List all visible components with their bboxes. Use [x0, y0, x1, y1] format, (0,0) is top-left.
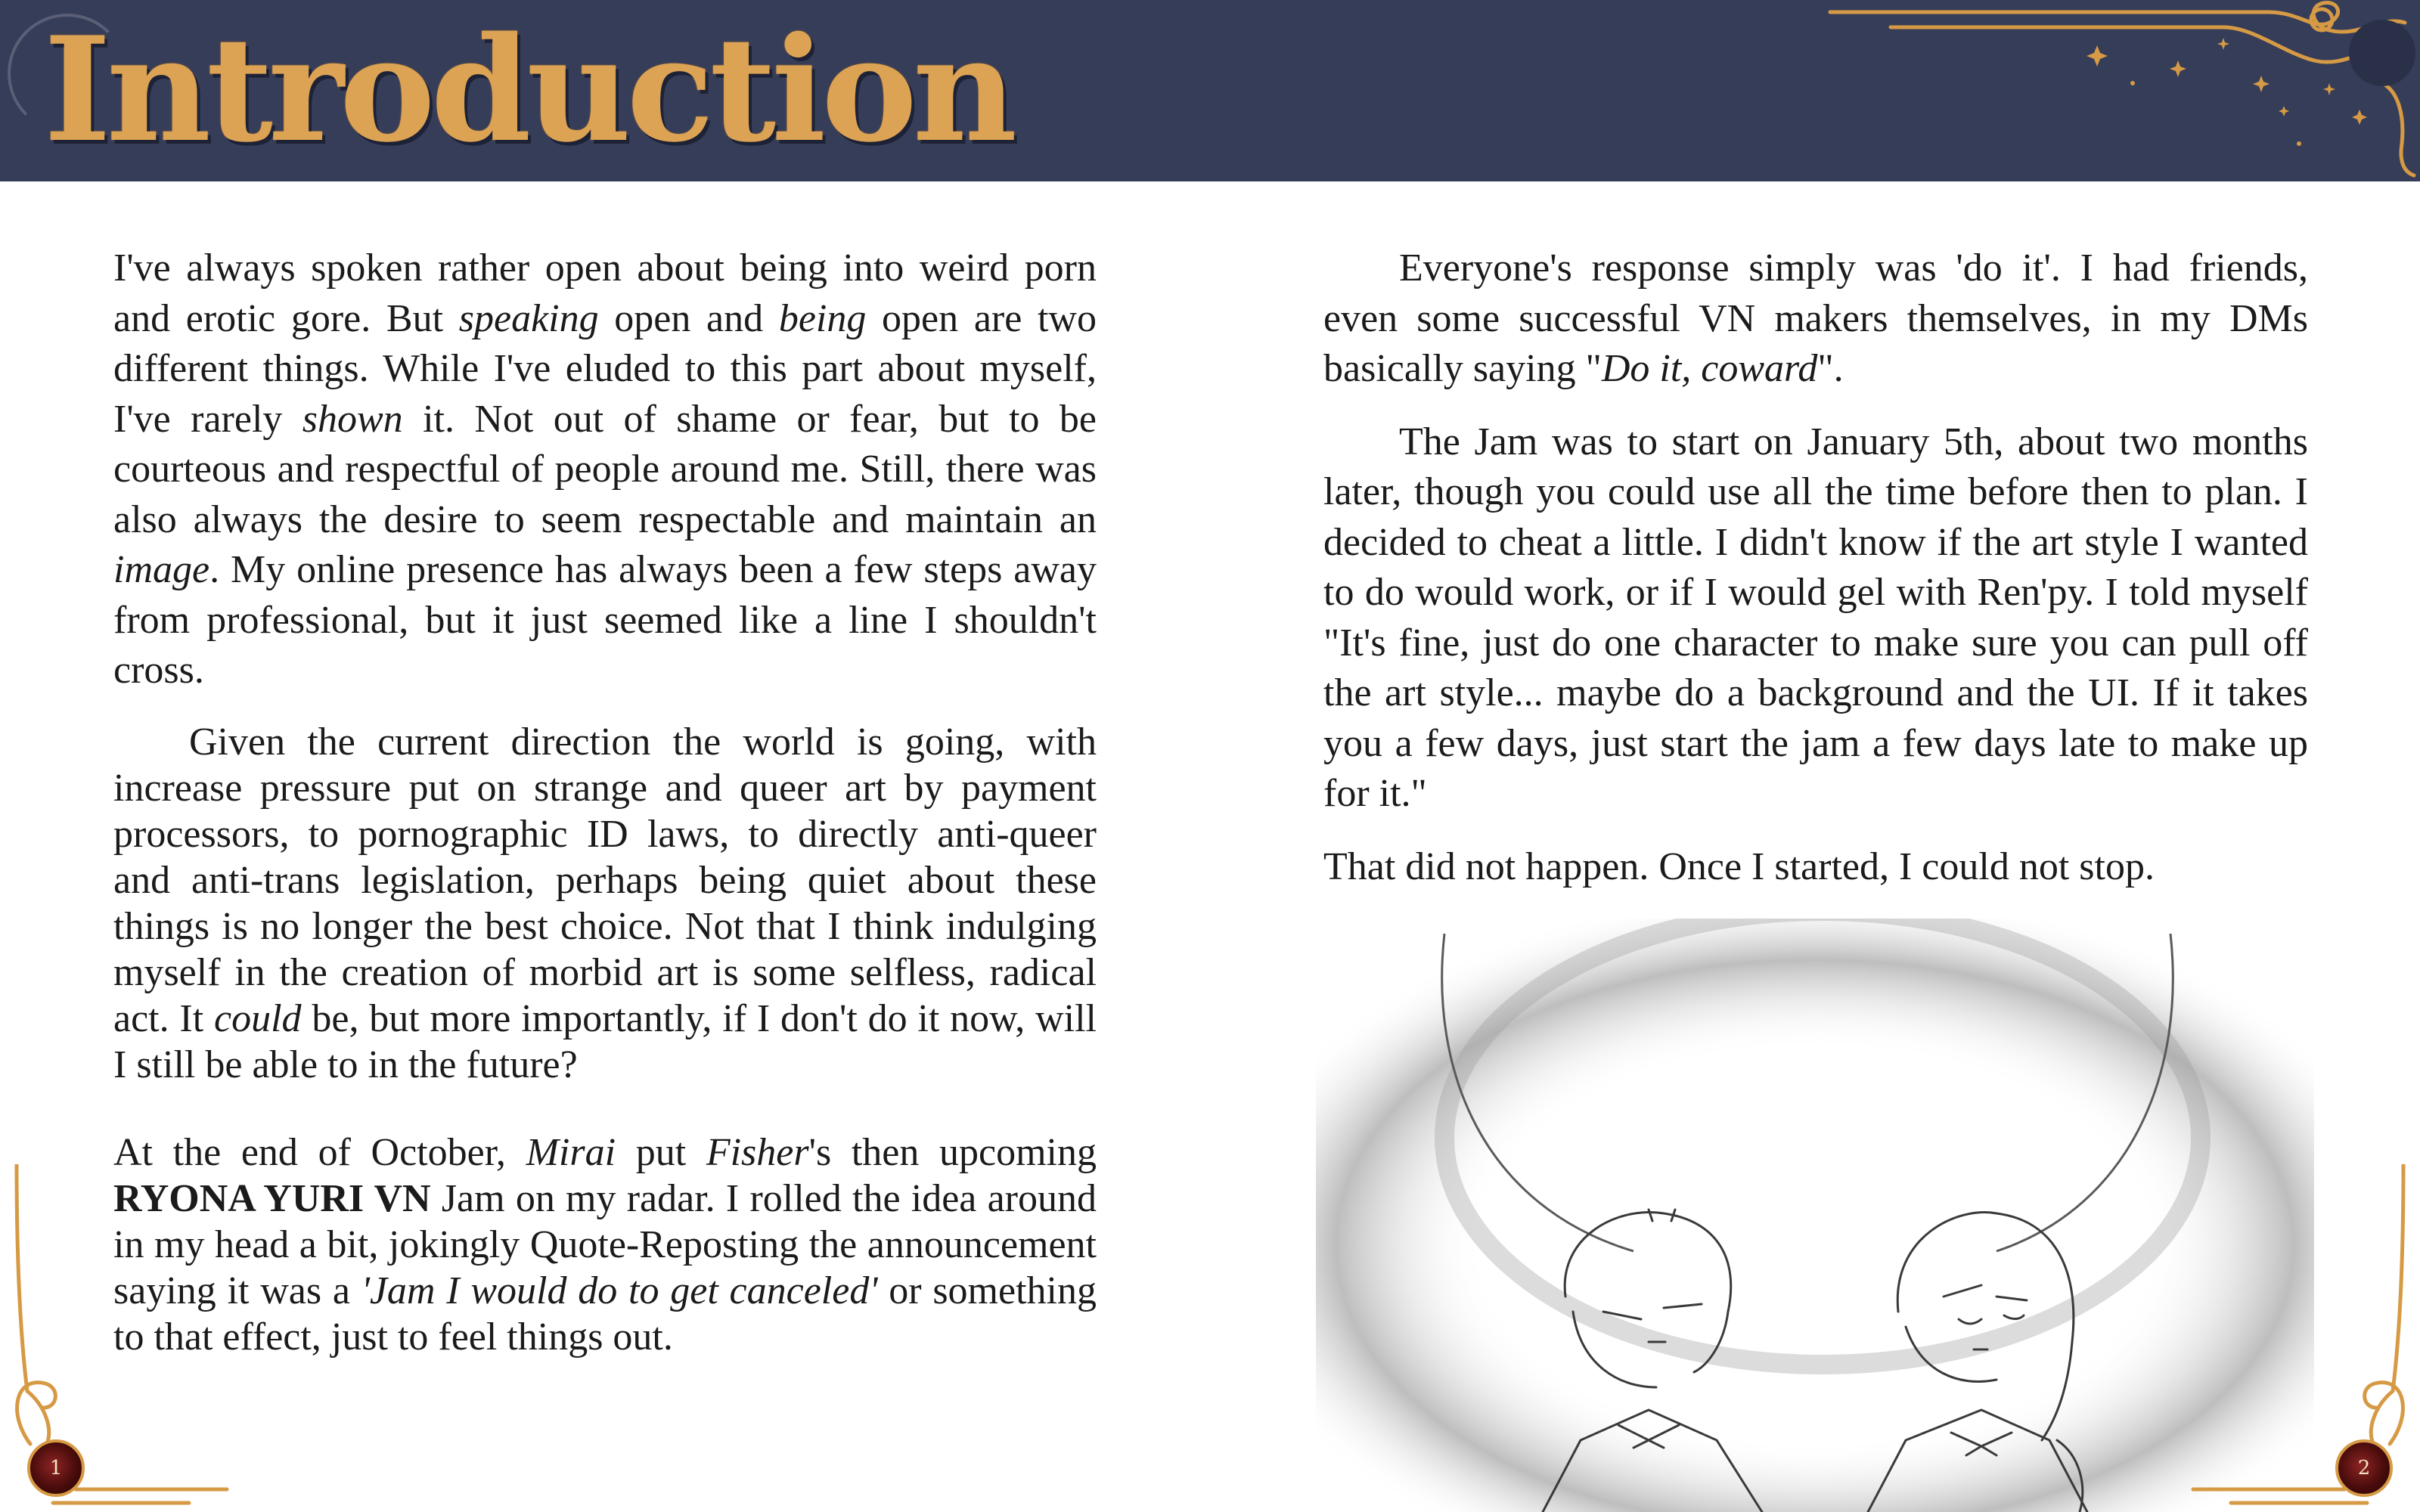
text-run: At the end of October,	[113, 1130, 526, 1174]
italic-text: being	[778, 296, 867, 340]
italic-text: Mirai	[526, 1130, 616, 1174]
intro-paragraph-6	[1323, 842, 2308, 893]
italic-text: shown	[302, 397, 403, 441]
italic-text: speaking	[458, 296, 599, 340]
bold-text: RYONA YURI VN	[113, 1176, 431, 1220]
right-text-column	[1323, 243, 2308, 915]
text-run: ".	[1817, 347, 1844, 390]
italic-text: could	[214, 996, 302, 1040]
text-run: be, but more importantly, if I don't do it now, will I still be able to in the future?	[113, 996, 1097, 1086]
text-run: open are two different things. While I've eluded to this part about myself, I've rarely	[113, 296, 1097, 441]
page-header	[0, 0, 2420, 181]
italic-text: 'Jam I would do to get canceled'	[361, 1269, 878, 1312]
left-text-column	[113, 243, 1097, 1383]
text-run: Given the current direction the world is going, with increase pressure put on strange and queer art by payment processors, to pornographic ID laws, to directly anti-queer and anti-trans legislation, perhaps being quiet about these things is no longer the best choice. Not that I think indulging myself in the creation of morbid art is some selfless, radical act. It	[113, 720, 1097, 1040]
text-run: I've always spoken rather open about being into weird porn and erotic gore. But	[113, 246, 1097, 340]
italic-text: image	[113, 548, 210, 591]
italic-text: Do it, coward	[1601, 347, 1818, 390]
intro-paragraph-4	[1323, 243, 2308, 395]
intro-paragraph-3	[113, 1129, 1097, 1360]
page-number-left: 1	[27, 1439, 85, 1497]
intro-paragraph-1	[113, 243, 1097, 696]
intro-paragraph-5	[1323, 417, 2308, 820]
text-run: . My online presence has always been a few steps away from professional, but it just seemed like a line I shouldn't cross.	[113, 548, 1097, 692]
page-title: Introduction	[44, 5, 1013, 174]
text-run: open and	[598, 296, 779, 340]
text-run: 's then upcoming	[808, 1130, 1097, 1174]
text-run: That did not happen. Once I started, I could not stop.	[1323, 844, 2155, 888]
text-run: or something to that effect, just to feel things out.	[113, 1269, 1097, 1359]
page-number-right: 2	[2335, 1439, 2393, 1497]
intro-paragraph-2	[113, 719, 1097, 1088]
text-run: The Jam was to start on January 5th, about two months later, though you could use all the time before then to plan. I decided to cheat a little. I didn't know if the art style I wanted to do would work, or if I would gel with Ren'py. I told myself "It's fine, just do one character to make sure you can pull off the art style... maybe do a background and the UI. If it takes you a few days, just start the jam a few days late to make up for it."	[1323, 420, 2308, 815]
gold-flourish-ornament	[1800, 0, 2420, 181]
pencil-sketch-illustration	[1316, 919, 2314, 1512]
italic-text: Fisher	[706, 1130, 809, 1174]
text-run: Jam on my radar. I rolled the idea around in my head a bit, jokingly Quote-Reposting the announcement saying it was a	[113, 1176, 1097, 1312]
text-run: Everyone's response simply was 'do it'. I had friends, even some successful VN makers themselves, in my DMs basically saying "	[1323, 246, 2308, 390]
text-run: put	[616, 1130, 706, 1174]
text-run: it. Not out of shame or fear, but to be courteous and respectful of people around me. Still, there was also always the desire to seem respectable and maintain an	[113, 397, 1097, 541]
